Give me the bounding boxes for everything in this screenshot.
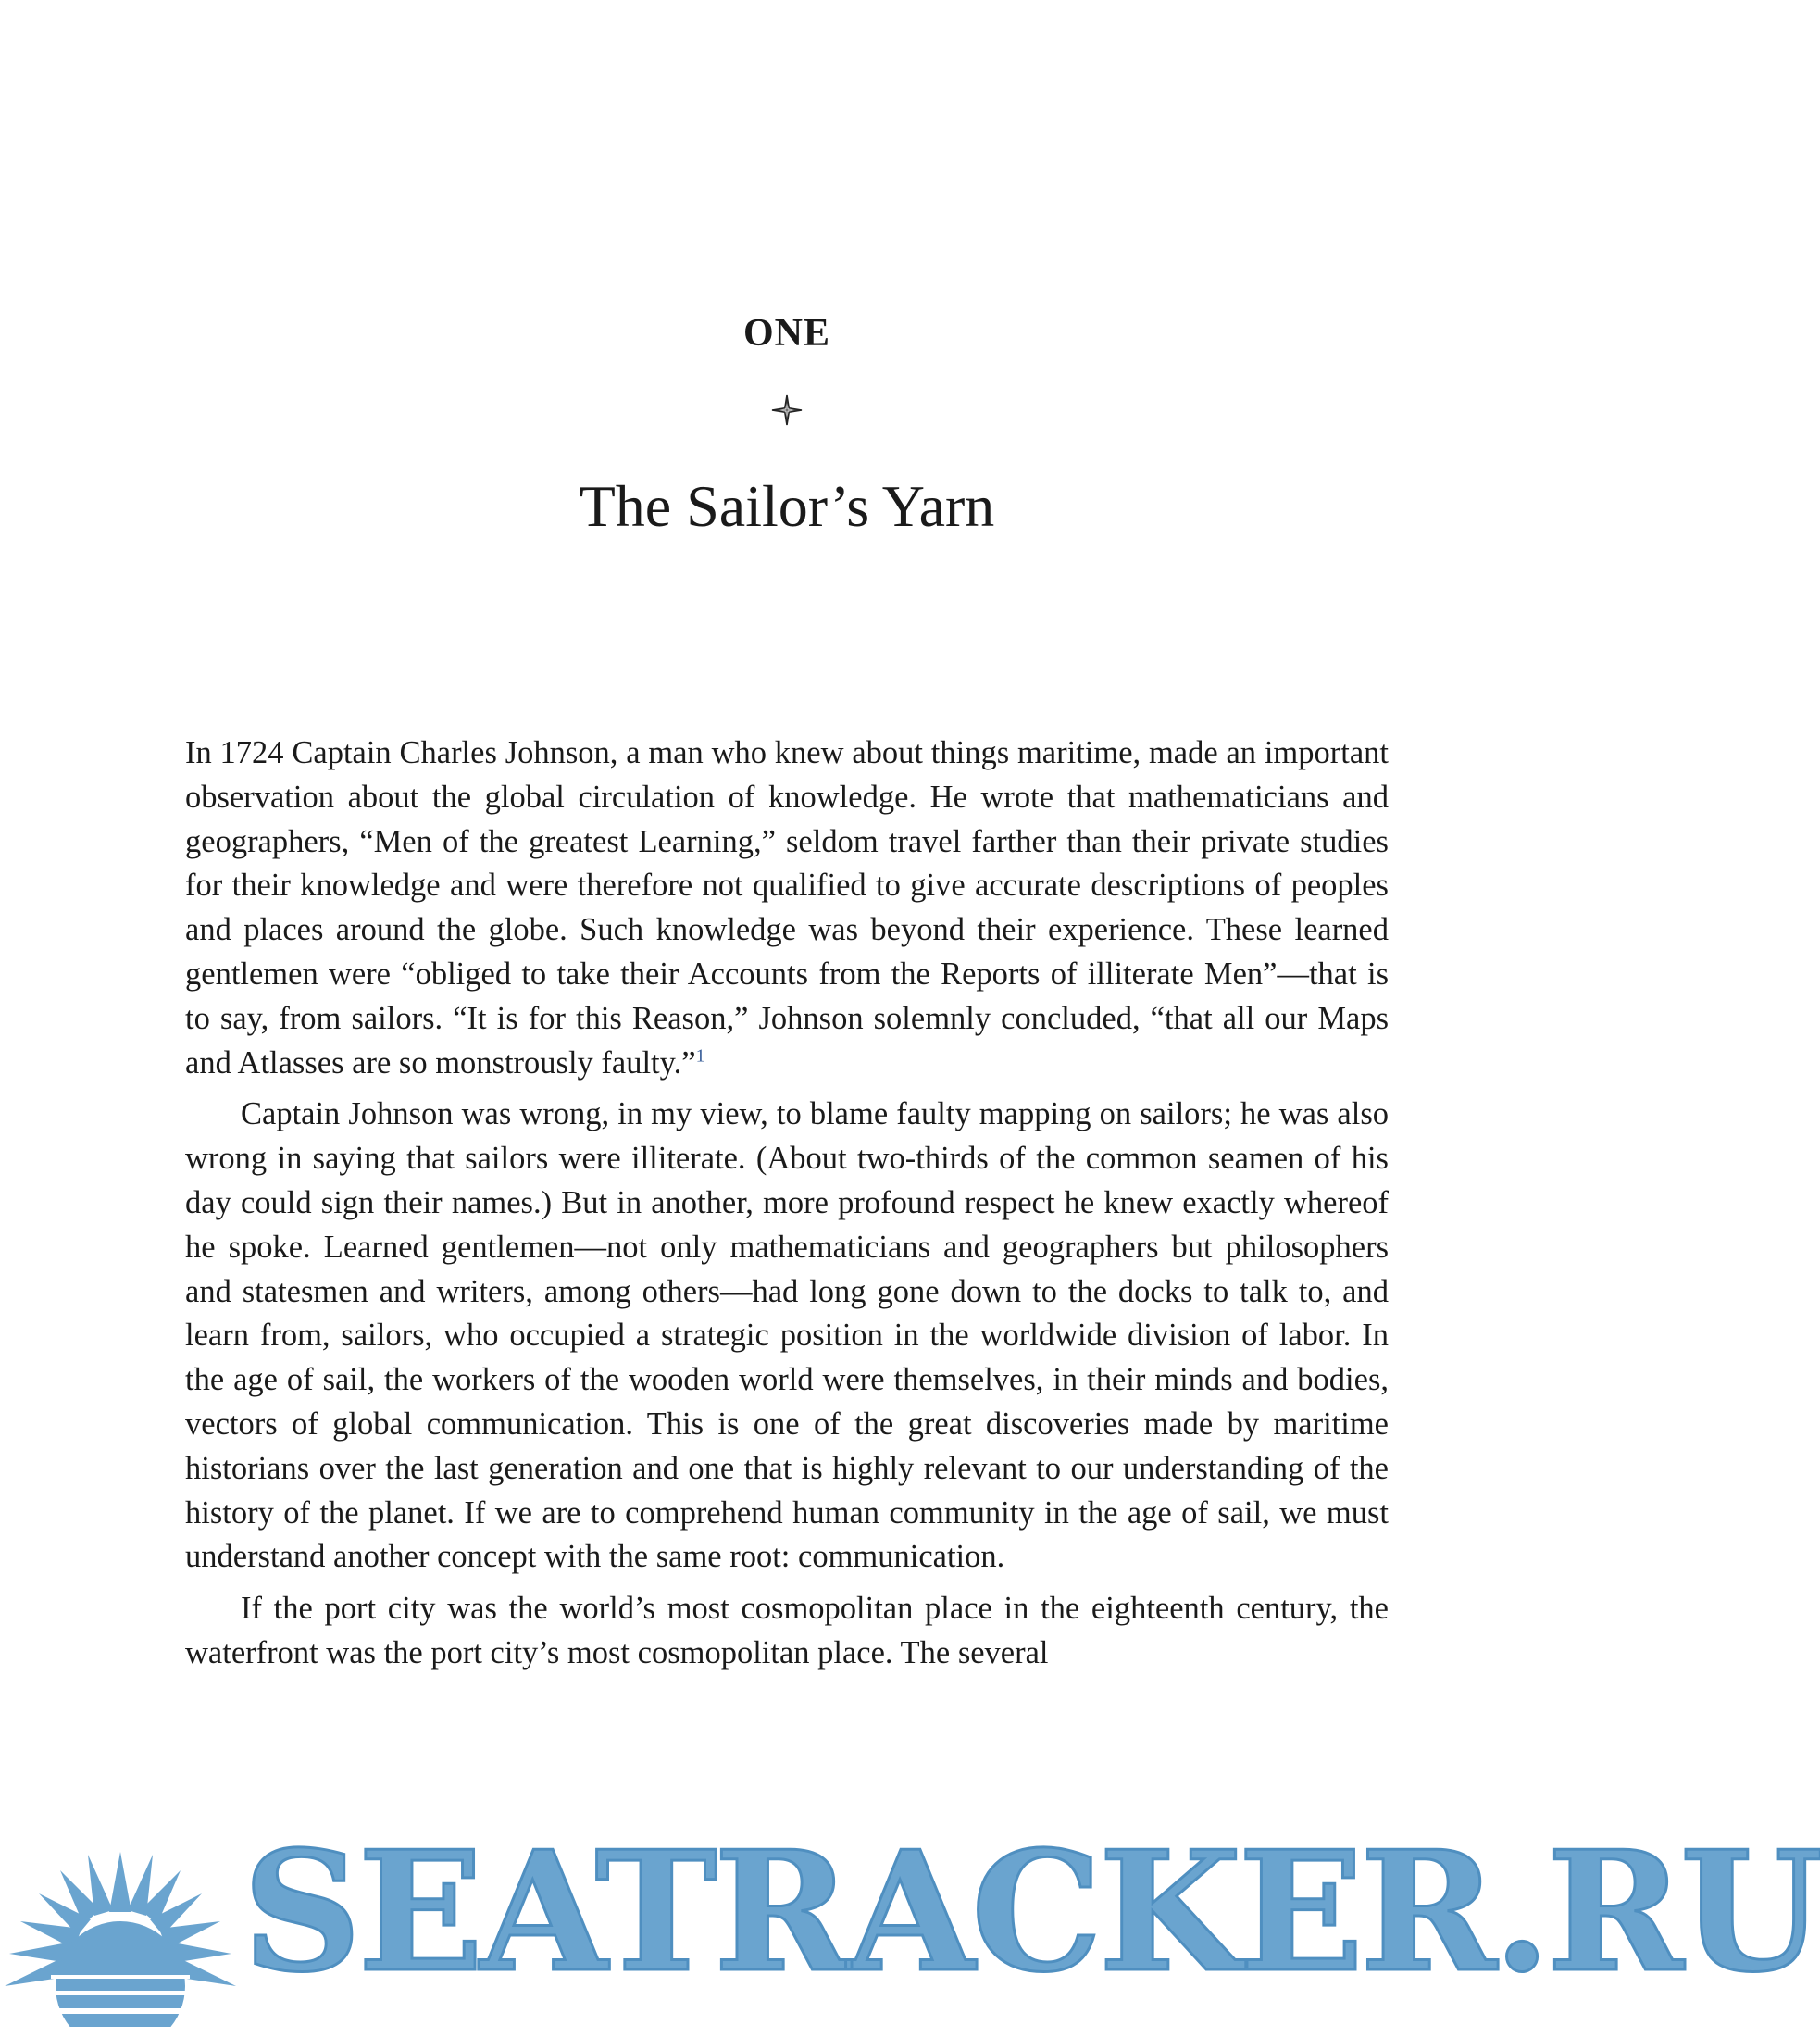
chapter-number: ONE [742, 312, 830, 355]
paragraph [185, 1093, 1389, 1580]
watermark-text: SEATRACKER.RU [243, 1815, 1820, 2008]
paragraph [185, 731, 1389, 1085]
chapter-title: The Sailor’s Yarn [579, 473, 995, 539]
paragraph-text: If the port city was the world’s most cosmopolitan place in the eighteenth century, the waterfront was the port city’s most cosmopolitan place. The several [185, 1591, 1389, 1670]
compass-star-icon [770, 394, 804, 427]
paragraph-text: Captain Johnson was wrong, in my view, to blame faulty mapping on sailors; he was also wrong in saying that sailors were illiterate. (About two-thirds of the common seamen of his day could sign their names.) But in another, more profound respect he knew exactly whereof he spoke. Learned gentlemen—not only mathematicians and geographers but philosophers and statesmen and writers, among others—had long gone down to the docks to talk to, and learn from, sailors, who occupied a strategic position in the worldwide division of labor. In the age of sail, the workers of the wooden world were themselves, in their minds and bodies, vectors of global communication. This is one of the great discoveries made by maritime historians over the last generation and one that is highly relevant to our understanding of the history of the planet. If we are to comprehend human community in the age of sail, we must understand another concept with the same root: communication. [185, 1096, 1389, 1575]
paragraph [185, 1587, 1389, 1676]
sun-burst-icon [0, 1852, 241, 2037]
footnote-link[interactable]: 1 [695, 1045, 705, 1067]
paragraph-text: In 1724 Captain Charles Johnson, a man who knew about things maritime, made an important observation about the global circulation of knowledge. He wrote that mathematicians and geographers, “Men of the greatest Learning,” seldom travel farther than their private studies for their knowledge and were therefore not qualified to give accurate descriptions of peoples and places around the globe. Such knowledge was beyond their experience. These learned gentlemen were “obliged to take their Accounts from the Reports of illiterate Men”—that is to say, from sailors. “It is for this Reason,” Johnson solemnly concluded, “that all our Maps and Atlasses are so monstrously faulty.” [185, 735, 1389, 1081]
body-text [185, 731, 1389, 1683]
